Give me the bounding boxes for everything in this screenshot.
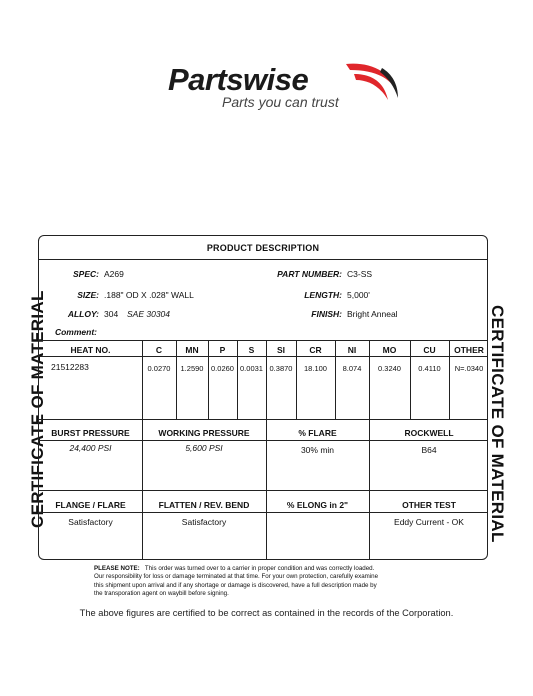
flange-flare-header: FLANGE / FLARE (55, 500, 126, 510)
chem-value-other: N=.0340 (454, 364, 484, 373)
chem-header-cu: CU (423, 345, 436, 355)
chem-value-s: 0.0031 (240, 364, 263, 373)
chem-value-mn: 1.2590 (180, 364, 204, 373)
alloy-label: ALLOY: (67, 309, 99, 319)
working-pressure-header: WORKING PRESSURE (158, 428, 250, 438)
flare-header: % FLARE (298, 428, 337, 438)
length-value: 5,000' (347, 290, 370, 300)
size-label: SIZE: (77, 290, 99, 300)
length-label: LENGTH: (304, 290, 342, 300)
note-line-2: Our responsibility for loss or damage terminated at that time. For your own protection, carefully examine (94, 573, 379, 581)
spec-value: A269 (104, 269, 124, 279)
flatten-rev-bend-header: FLATTEN / REV. BEND (158, 500, 250, 510)
product-description-form (38, 235, 488, 560)
flatten-rev-bend-value: Satisfactory (181, 517, 227, 527)
finish-value: Bright Anneal (347, 309, 398, 319)
rockwell-value: B64 (421, 445, 437, 455)
spec-label: SPEC: (73, 269, 99, 279)
chem-value-p: 0.0260 (211, 364, 234, 373)
other-test-header: OTHER TEST (402, 500, 456, 510)
certificate-side-label-right: CERTIFICATE OF MATERIAL (488, 305, 507, 543)
chem-header-si: SI (276, 345, 286, 355)
certificate-side-label-left: CERTIFICATE OF MATERIAL (28, 290, 47, 528)
chem-header-heat-no: HEAT NO. (70, 345, 111, 355)
divider (39, 259, 487, 260)
note-line-3: this shipment upon arrival and if any shortage or damage is discovered, have a full description made by (94, 581, 377, 589)
flange-flare-value: Satisfactory (68, 517, 113, 527)
divider (39, 340, 487, 341)
heat-number-value: 21512283 (51, 362, 89, 372)
comment-label: Comment: (54, 327, 97, 337)
logo-tagline: Parts you can trust (222, 94, 339, 110)
divider (39, 512, 487, 513)
chem-header-mo: MO (382, 345, 397, 355)
chem-header-c: C (155, 345, 163, 355)
finish-label: FINISH: (311, 309, 342, 319)
chem-header-other: OTHER (454, 345, 484, 355)
note-label: PLEASE NOTE: (94, 565, 140, 572)
chem-header-cr: CR (309, 345, 322, 355)
alloy-grade-value: SAE 30304 (127, 309, 171, 319)
chem-value-ni: 8.074 (342, 364, 362, 373)
logo-wordmark: Partswise (168, 62, 309, 97)
alloy-value: 304 (104, 309, 119, 319)
divider (39, 419, 487, 420)
chem-header-mn: MN (185, 345, 199, 355)
chem-header-p: P (219, 345, 226, 355)
elongation-header: % ELONG in 2" (286, 500, 349, 510)
shipping-note (94, 565, 454, 598)
divider (39, 440, 487, 441)
burst-pressure-header: BURST PRESSURE (51, 428, 130, 438)
other-test-value: Eddy Current - OK (394, 517, 464, 527)
burst-pressure-value: 24,400 PSI (69, 443, 112, 453)
divider (39, 490, 487, 491)
flare-value: 30% min (300, 445, 335, 455)
chem-value-si: 0.3870 (269, 364, 293, 373)
note-line-4: the transporation agent on waybill before signing. (94, 589, 229, 597)
chem-value-cu: 0.4110 (418, 364, 441, 373)
note-line-1: This order was turned over to a carrier in proper condition and was correctly loaded. (144, 565, 375, 572)
partswise-logo (160, 60, 400, 116)
chem-header-s: S (248, 345, 255, 355)
swoosh-icon (344, 60, 400, 104)
size-value: .188" OD X .028" WALL (104, 290, 194, 300)
chem-value-c: 0.0270 (147, 364, 171, 373)
part-number-label: PART NUMBER: (277, 269, 342, 279)
certification-statement: The above figures are certified to be correct as contained in the records of the Corporation. (79, 608, 454, 618)
divider (39, 356, 487, 357)
part-number-value: C3-SS (347, 269, 373, 279)
rockwell-header: ROCKWELL (404, 428, 454, 438)
chem-header-ni: NI (347, 345, 357, 355)
working-pressure-value: 5,600 PSI (185, 443, 223, 453)
form-title: PRODUCT DESCRIPTION (206, 243, 320, 253)
chem-value-mo: 0.3240 (378, 364, 401, 373)
chem-value-cr: 18.100 (304, 364, 327, 373)
